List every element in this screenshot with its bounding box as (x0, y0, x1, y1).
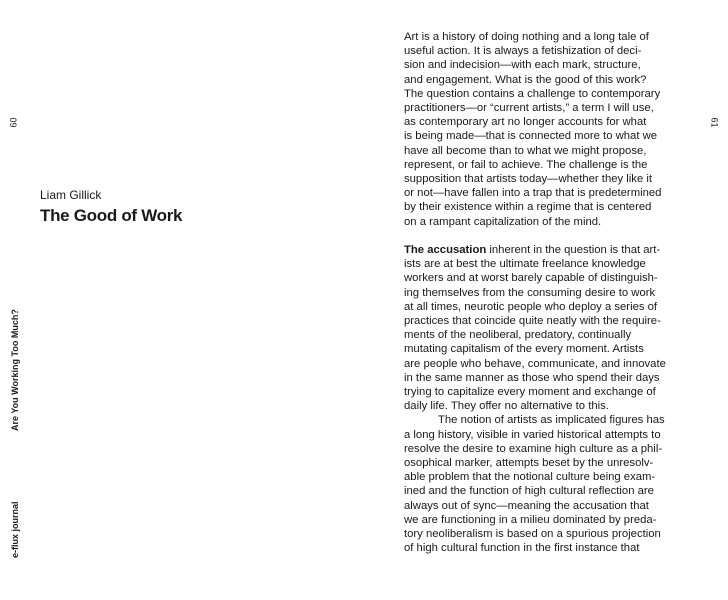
text-line: daily life. They offer no alternative to this. (404, 400, 609, 413)
text-line: workers and at worst barely capable of distinguish- (404, 272, 658, 285)
run-in-lead: The accusation (404, 244, 487, 257)
paragraph-3 (404, 413, 694, 555)
text-line: supposition that artists today—whether they like it (404, 173, 653, 186)
text-line: a long history, visible in varied historical attempts to (404, 428, 661, 441)
text-line: ined and the function of high cultural reflection are (404, 485, 654, 498)
text-line: have all become than to what we might propose, (404, 144, 647, 157)
text-line: in the same manner as those who spend their days (404, 371, 660, 384)
text-line: as contemporary art no longer accounts for what (404, 116, 647, 129)
text-line: able problem that the notional culture being exam- (404, 471, 656, 484)
text-line: or not—have fallen into a trap that is predetermined (404, 187, 662, 200)
issue-title: Are You Working Too Much? (10, 309, 20, 431)
text-line (404, 243, 694, 257)
text-line: The question contains a challenge to contemporary (404, 87, 661, 100)
text-line: practices that coincide quite neatly with the require- (404, 315, 661, 328)
text-line: and engagement. What is the good of this work? (404, 73, 647, 86)
text-line: we are functioning in a milieu dominated by preda- (404, 513, 657, 526)
text-line: osophical marker, attempts beset by the unresolv- (404, 457, 654, 470)
paragraph-1 (404, 30, 694, 229)
paragraph-2 (404, 243, 694, 413)
text-line: are people who behave, communicate, and innovate (404, 357, 666, 370)
text-run: inherent in the question is that art- (486, 244, 661, 257)
text-line: always out of sync—meaning the accusation that (404, 499, 649, 512)
text-line: on a rampant capitalization of the mind. (404, 215, 602, 228)
article-title: The Good of Work (40, 206, 183, 225)
text-line: represent, or fail to achieve. The challenge is the (404, 158, 648, 171)
journal-name: e-flux journal (10, 501, 20, 558)
text-line: practitioners—or “current artists,” a term I will use, (404, 102, 654, 115)
text-line: ists are at best the ultimate freelance knowledge (404, 258, 646, 271)
text-line: ments of the neoliberal, predatory, continually (404, 329, 632, 342)
page-number-right: 61 (709, 117, 720, 128)
right-page (364, 0, 728, 600)
text-line: ing themselves from the consuming desire to work (404, 286, 656, 299)
article-body (404, 30, 694, 556)
text-line: sion and indecision—with each mark, structure, (404, 59, 641, 72)
text-line: of high cultural function in the first instance that (404, 542, 640, 555)
page-number-left: 60 (8, 117, 19, 128)
text-line: is being made—that is connected more to what we (404, 130, 658, 143)
text-line: useful action. It is always a fetishization of deci- (404, 45, 642, 58)
text-line: mutating capitalism of the every moment. Artists (404, 343, 644, 356)
text-line: at all times, neurotic people who deploy a series of (404, 300, 658, 313)
text-line: The notion of artists as implicated figures has (438, 414, 665, 427)
text-line: trying to capitalize every moment and exchange of (404, 386, 656, 399)
text-line: tory neoliberalism is based on a spurious projection (404, 528, 661, 541)
text-line: resolve the desire to examine high culture as a phil- (404, 442, 663, 455)
text-line: by their existence within a regime that is centered (404, 201, 652, 214)
author-name: Liam Gillick (40, 188, 102, 202)
text-line: Art is a history of doing nothing and a long tale of (404, 31, 649, 43)
